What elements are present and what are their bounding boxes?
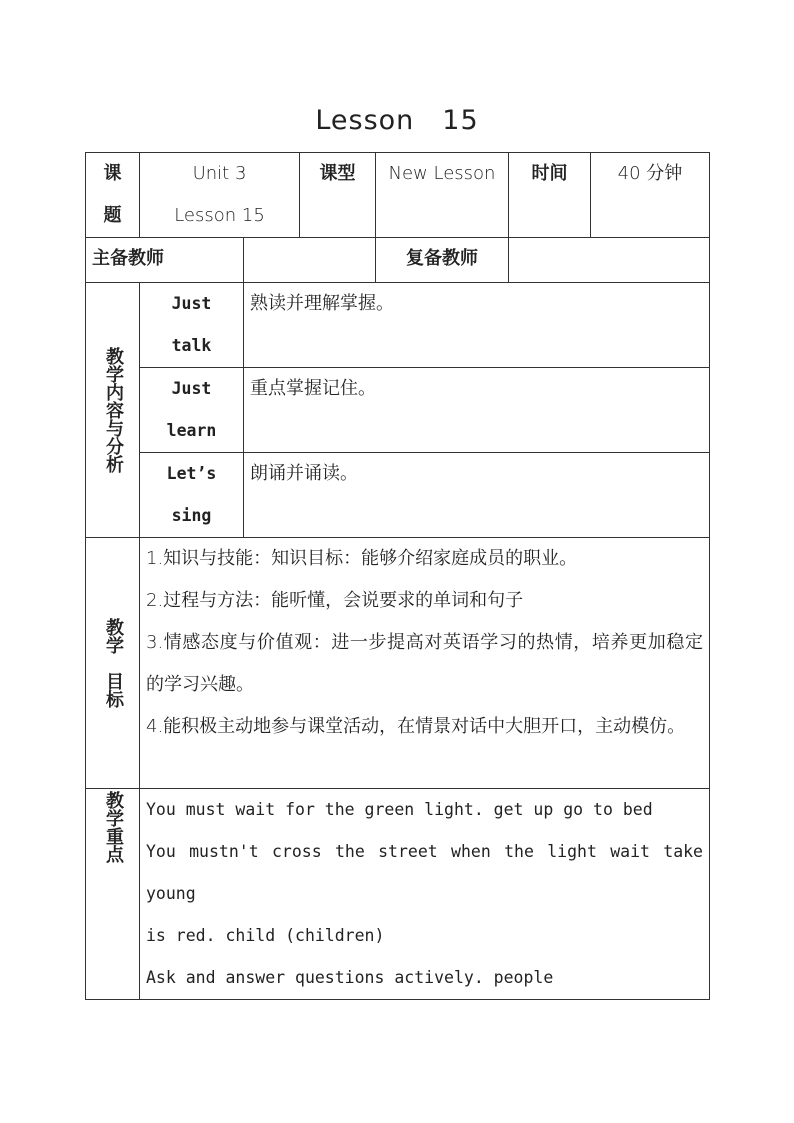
key-point-line: You must wait for the green light. get up go to bed — [146, 800, 653, 819]
goals-label-1: 教学 — [102, 618, 124, 654]
lesson-plan-table — [85, 152, 710, 1000]
key-point-line: Ask and answer questions actively. people — [146, 968, 554, 987]
type-label: 课型 — [300, 153, 376, 238]
time-label: 时间 — [509, 153, 591, 238]
goals-content — [140, 538, 710, 789]
key-points-content — [140, 789, 710, 1000]
key-point-line: You mustn't cross the street when the light wait take young — [146, 842, 703, 903]
content-row — [86, 283, 710, 368]
content-row — [86, 453, 710, 538]
main-teacher-label: 主备教师 — [86, 238, 244, 283]
content-desc: 熟读并理解掌握。 — [244, 283, 710, 368]
content-analysis-label: 教学内容与分析 — [102, 347, 124, 473]
goals-label-cell — [86, 538, 140, 789]
key-point-line: is red. child (children) — [146, 926, 385, 945]
content-analysis-label-cell — [86, 283, 140, 538]
content-desc: 重点掌握记住。 — [244, 368, 710, 453]
topic-value-cell: Unit 3 Lesson 15 — [140, 153, 300, 238]
goal-line: 1.知识与技能：知识目标：能够介绍家庭成员的职业。 — [146, 548, 578, 569]
goal-line: 4.能积极主动地参与课堂活动，在情景对话中大胆开口，主动模仿。 — [146, 716, 686, 737]
time-value: 40 分钟 — [591, 153, 710, 238]
type-value: New Lesson — [376, 153, 509, 238]
content-item-cell: Let’s sing — [140, 453, 244, 538]
header-row — [86, 153, 710, 238]
second-teacher-label: 复备教师 — [376, 238, 509, 283]
teachers-row — [86, 238, 710, 283]
goal-line: 2.过程与方法：能听懂，会说要求的单词和句子 — [146, 590, 524, 611]
key-points-label: 教学重点 — [102, 791, 124, 863]
content-item-cell: Just learn — [140, 368, 244, 453]
content-desc: 朗诵并诵读。 — [244, 453, 710, 538]
goals-row — [86, 538, 710, 789]
topic-label-cell: 课 题 — [86, 153, 140, 238]
key-points-row — [86, 789, 710, 1000]
second-teacher-value — [509, 238, 710, 283]
goals-label-2: 目标 — [102, 672, 124, 708]
key-points-label-cell — [86, 789, 140, 1000]
main-teacher-value — [244, 238, 376, 283]
content-item-cell: Just talk — [140, 283, 244, 368]
page-title: Lesson 15 — [315, 105, 479, 136]
content-row — [86, 368, 710, 453]
goal-line: 3.情感态度与价值观：进一步提高对英语学习的热情，培养更加稳定的学习兴趣。 — [146, 632, 703, 695]
